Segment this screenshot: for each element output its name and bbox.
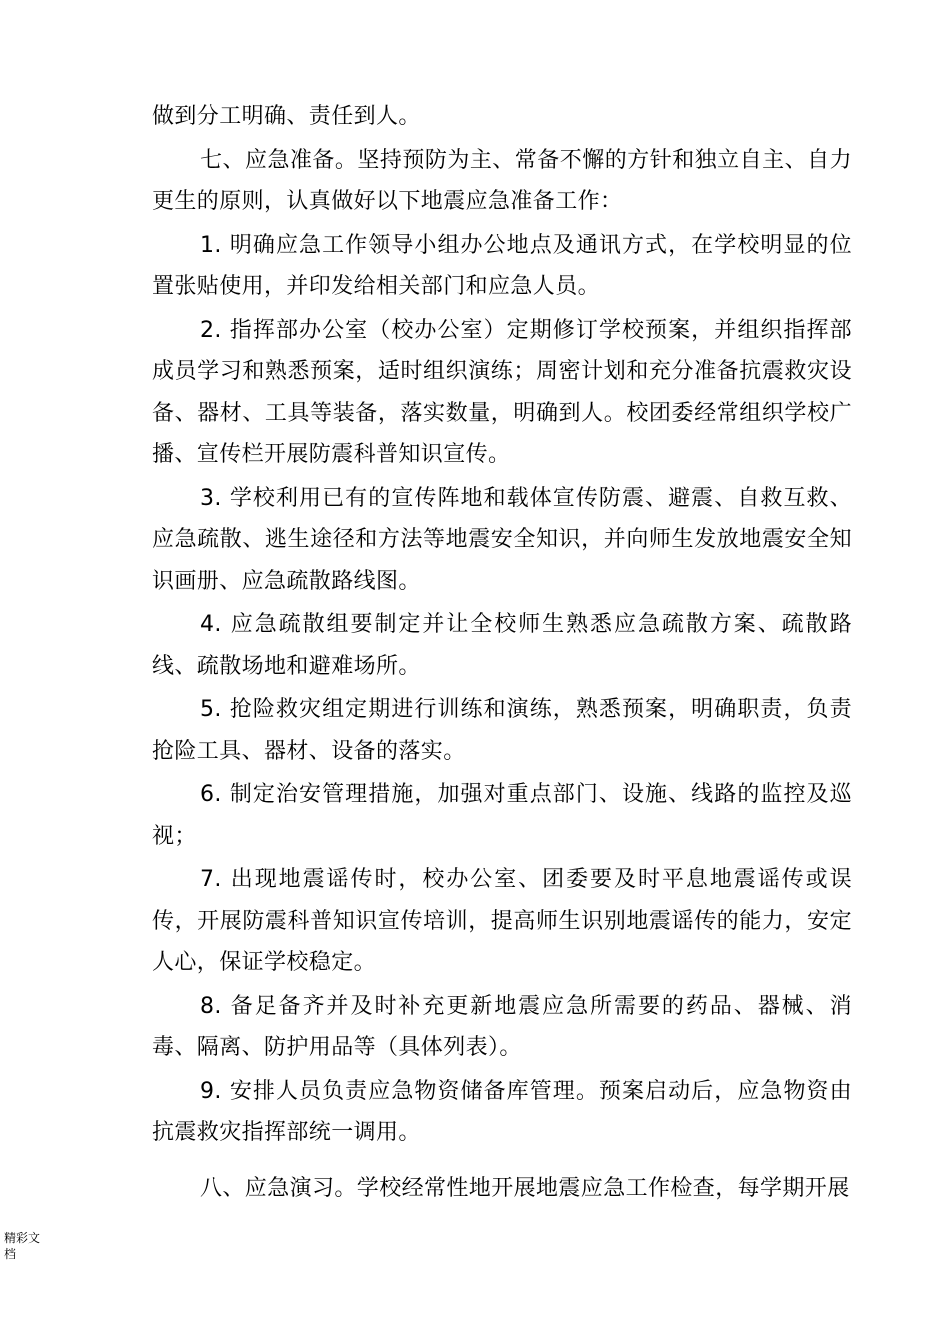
paragraph-continuation: 做到分工明确、责任到人。 [152, 104, 421, 129]
paragraph-item-4: 4. 应急疏散组要制定并让全校师生熟悉应急疏散方案、疏散路线、疏散场地和避难场所。 [152, 612, 852, 679]
paragraph-item-5: 5. 抢险救灾组定期进行训练和演练，熟悉预案，明确职责，负责抢险工具、器材、设备的落实。 [152, 697, 852, 764]
paragraph-item-9: 9. 安排人员负责应急物资储备库管理。预案启动后，应急物资由抗震救灾指挥部统一调用。 [152, 1078, 852, 1145]
paragraph-item-8: 8. 备足备齐并及时补充更新地震应急所需要的药品、器械、消毒、隔离、防护用品等（具体列表）。 [152, 993, 852, 1060]
paragraph-section-8: 八、应急演习。学校经常性地开展地震应急工作检查，每学期开展 [200, 1175, 850, 1201]
paragraph-item-6: 6. 制定治安管理措施，加强对重点部门、设施、线路的监控及巡视； [152, 782, 852, 849]
document-body [152, 96, 852, 1209]
paragraph-section-7: 七、应急准备。坚持预防为主、常备不懈的方针和独立自主、自力更生的原则，认真做好以下地震应急准备工作： [152, 147, 852, 214]
paragraph-item-3: 3. 学校利用已有的宣传阵地和载体宣传防震、避震、自救互救、应急疏散、逃生途径和方法等地震安全知识，并向师生发放地震安全知识画册、应急疏散路线图。 [152, 485, 852, 594]
paragraph-item-7: 7. 出现地震谣传时，校办公室、团委要及时平息地震谣传或误传，开展防震科普知识宣传培训，提高师生识别地震谣传的能力，安定人心，保证学校稳定。 [152, 867, 852, 975]
footer-watermark-text: 精彩文档 [4, 1231, 41, 1261]
paragraph-item-2: 2. 指挥部办公室（校办公室）定期修订学校预案，并组织指挥部成员学习和熟悉预案，适时组织演练；周密计划和充分准备抗震救灾设备、器材、工具等装备，落实数量，明确到人。校团委经常组织学校广播、宣传栏开展防震科普知识宣传。 [152, 317, 852, 467]
paragraph-item-1: 1. 明确应急工作领导小组办公地点及通讯方式，在学校明显的位置张贴使用，并印发给相关部门和应急人员。 [152, 232, 852, 299]
